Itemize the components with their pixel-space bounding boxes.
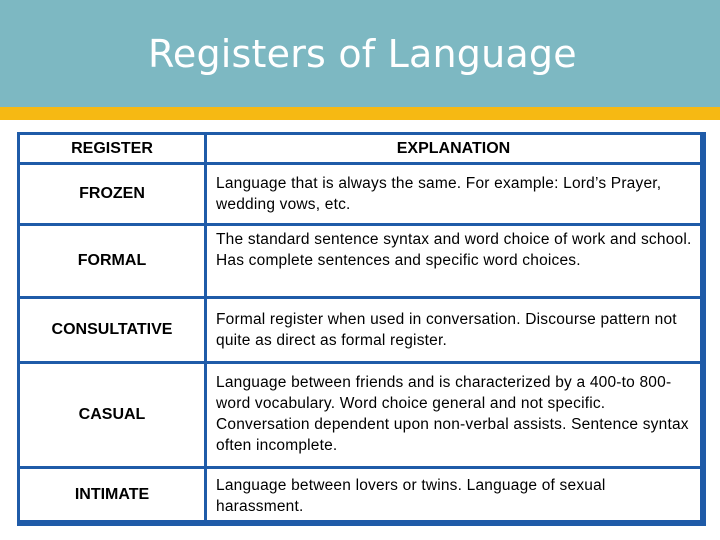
table-row-explanation: Language that is always the same. For example: Lord’s Prayer, wedding vows, etc. [207, 165, 700, 223]
table-row-register: FORMAL [20, 226, 204, 296]
table-row-register: CASUAL [20, 364, 204, 466]
title-bar [0, 0, 720, 107]
table-row-explanation: The standard sentence syntax and word choice of work and school. Has complete sentences and specific word choices. [207, 226, 700, 296]
header-register: REGISTER [20, 135, 204, 162]
table-row-register: INTIMATE [20, 469, 204, 520]
table-row-explanation: Formal register when used in conversation. Discourse pattern not quite as direct as formal register. [207, 299, 700, 361]
accent-bar [0, 107, 720, 120]
table-row-explanation: Language between lovers or twins. Language of sexual harassment. [207, 469, 700, 520]
header-explanation: EXPLANATION [207, 135, 700, 162]
table-row-explanation: Language between friends and is characterized by a 400-to 800-word vocabulary. Word choice general and not specific. Conversation dependent upon non-verbal assists. Sentence syntax often incomplete. [207, 364, 700, 466]
registers-table [17, 132, 706, 526]
table-row-register: CONSULTATIVE [20, 299, 204, 361]
slide-title: Registers of Language [148, 32, 577, 76]
table-row-register: FROZEN [20, 165, 204, 223]
